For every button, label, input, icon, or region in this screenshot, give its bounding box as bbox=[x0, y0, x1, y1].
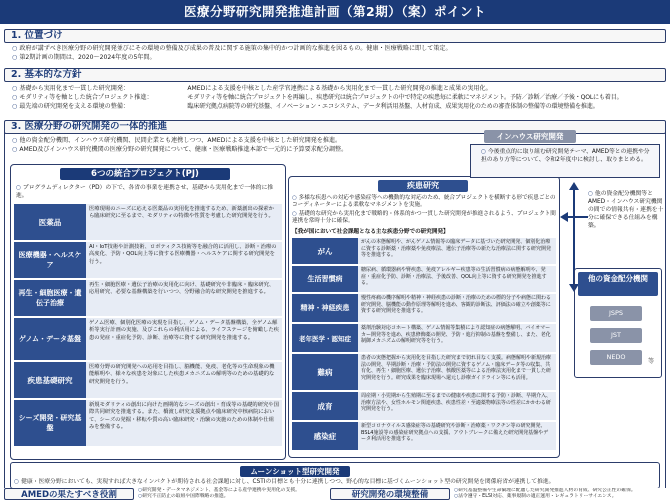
disease-line-1: ○ 多様な疾患への対応や感染症等への機動的な対応のため、統合プロジェクトを横断する形で疾患ごとのコーディネーターによる柔軟なマネジメントを実施。 bbox=[292, 195, 556, 209]
footer-env-item: ○法令遵守・ELSI対応、薬事規制の適正運用・レギュラトリーサイエンス。 bbox=[454, 494, 617, 499]
footer-env-items bbox=[454, 488, 668, 500]
disease-name-cancer: がん bbox=[292, 238, 358, 264]
pj-item bbox=[14, 280, 282, 316]
disease-line-2: ○ 基礎的な研究から実用化まで戦略的・体系的かつ一貫した研究開発が推進されるよう、プロジェクト間連携を常時十分に確保。 bbox=[292, 211, 556, 225]
disease-subheading: 【我が国において社会課題となる主な疾患分野での研究開発】 bbox=[292, 229, 449, 235]
moonshot-text: ○ 健康・医療分野においても、実現すれば大きなインパクトが期待される社会課題に対し、CSTIの目標とも十分に連携しつつ、野心的な目標に基づくムーンショット型の研究開発を関係府省が連携して推進。 bbox=[14, 479, 555, 485]
pj-heading: 6つの統合プロジェクト(PJ) bbox=[60, 168, 230, 180]
footer-env-title: 研究開発の環境整備 bbox=[330, 488, 450, 500]
pj-item bbox=[14, 362, 282, 398]
footer-amed-item: ○研究不正防止の取組や国際戦略の推進。 bbox=[138, 494, 229, 499]
pj-intro: ○ プログラムディレクター（PD）の下で、各省の事業を連携させ、基礎から実用化まで一体的に推進。 bbox=[16, 185, 274, 199]
disease-desc: 慢性疼痛の機序解明や精神・神経疾患の診断・治療のための標的分子や病態に関わる研究開発、脳機能の動作原理等解明を進め、客観的診断法、評価法の確立や創薬等に資する研究開発を推進する。 bbox=[358, 294, 556, 322]
pj-desc: 医療現場のニーズに応える医薬品の実用化を推進するため、新薬創出の探索から臨床研究に至るまで、モダリティの特徴や性質を考慮した研究開発を行う。 bbox=[86, 204, 282, 240]
moonshot-heading: ムーンショット型研究開発 bbox=[240, 466, 350, 477]
pj-name-genome: ゲノム・データ基盤 bbox=[14, 318, 86, 360]
footer-amed-items bbox=[138, 488, 328, 500]
sec3-line-1: ○ 他の資金配分機関、インハウス研究機関、民間企業とも連携しつつ、AMEDによる支援を中核とした研究開発を推進。 bbox=[12, 137, 342, 144]
disease-item bbox=[292, 324, 556, 352]
pj-desc: AI・IoT技術や計測技術、ロボティクス技術等を融合的に活用し、診断・治療の高度化、予防・QOL向上等に資する医療機器・ヘルスケアに関する研究開発を行う。 bbox=[86, 242, 282, 278]
disease-desc: がんの本態解明や、がんゲノム情報等の臨床データに基づいた研究開発、個別化治療に資する診断薬・治療薬や免疫療法、遺伝子治療等の新たな治療法に関する研究開発等を推進する。 bbox=[358, 238, 556, 264]
disease-name-growth: 成育 bbox=[292, 392, 358, 420]
section-3-heading: 3. 医療分野の研究開発の一体的推進 bbox=[4, 120, 666, 134]
pj-name-pharma: 医薬品 bbox=[14, 204, 86, 240]
sec2-item-1: ○ 基礎から実用化まで一貫した研究開発： AMEDによる支援を中核とした産学官連携による基礎から実用化まで一貫した研究開発の推進と成果の実用化。 bbox=[12, 85, 492, 92]
sec1-line-1: ○ 政府が講ずべき医療分野の研究開発並びにその環境の整備及び成果の普及に関する施策の集中的かつ計画的な推進を図るもの。健康・医療戦略に即して策定。 bbox=[12, 45, 452, 52]
footer-amed-item: ○研究開発・データマネジメント、基金等による産学連携や実用化の支援。 bbox=[138, 488, 300, 493]
inhouse-box: ○ 今後重点的に取り組む研究開発テーマ、AMED等との連携や分担のあり方等について、令和2年度中に検討し、取りまとめる。 bbox=[470, 144, 660, 178]
section-2-heading: 2. 基本的な方針 bbox=[4, 68, 666, 82]
pj-item bbox=[14, 400, 282, 446]
disease-heading: 疾患研究 bbox=[378, 180, 468, 192]
disease-list bbox=[292, 238, 556, 450]
pj-desc: ゲノム医療、個別化医療の実現を目指し、ゲノム・データ基盤構築、全ゲノム解析等実行計画の実施、及びこれらの利活用による、ライフステージを俯瞰した疾患の発症・重症化予防、診断、治療等に資する研究開発を推進する。 bbox=[86, 318, 282, 360]
agency-etc: 等 bbox=[648, 358, 655, 365]
disease-item bbox=[292, 266, 556, 292]
disease-desc: 新型コロナウイルス感染症等の基礎研究や診断・治療薬・ワクチン等の研究開発、BSL4施設等の感染症研究拠点への支援、アウトブレークに備えた研究開発基盤やデータ利活用を推進する。 bbox=[358, 422, 556, 450]
footer-env-item: ○研究基盤整備や生命倫理に配慮した研究開発推進人材の育成、研究公正性の確保。 bbox=[454, 488, 636, 493]
sec2-item-2: ○ モダリティ等を軸とした統合プロジェクト推進： モダリティ等を軸に統合プロジェクトを再編し、疾患研究は統合プロジェクトの中で特定の疾患毎に柔軟にマネジメント。予防／診断／治療／予後・QOLにも着目。 bbox=[12, 94, 623, 101]
section-1-heading: 1. 位置づけ bbox=[4, 29, 666, 43]
disease-item bbox=[292, 238, 556, 264]
disease-desc: 周産期・小児期から生殖期に至るまでの健康や疾患に関する予防・診断、早期介入、治療方法や、女性ホルモン関連疾患、疾患性差・至適薬物療法等の性差にかかわる研究開発を行う。 bbox=[358, 392, 556, 420]
pj-item bbox=[14, 318, 282, 360]
pj-name-device: 医療機器・ヘルスケア bbox=[14, 242, 86, 278]
disease-item bbox=[292, 422, 556, 450]
disease-item bbox=[292, 354, 556, 390]
disease-item bbox=[292, 392, 556, 420]
pj-item bbox=[14, 242, 282, 278]
other-agency-note: ○ 他の資金配分機関等とAMED・インハウス研究機関の間での情報共有・連携を十分に確保できる仕組みを構築。 bbox=[588, 191, 664, 229]
inhouse-heading: インハウス研究開発 bbox=[484, 130, 576, 143]
pj-name-basic: 疾患基礎研究 bbox=[14, 362, 86, 398]
agency-nedo: NEDO bbox=[590, 350, 642, 365]
pj-item bbox=[14, 204, 282, 240]
pj-desc: 新規モダリティの創出に向けた画期的なシーズの創出・育成等の基礎的研究や国際共同研究を推進する。また、橋渡し研究支援拠点や臨床研究中核病院において、シーズの発掘・移転や質の高い臨床研究・治験の実施のための体制や仕組みを整備する。 bbox=[86, 400, 282, 446]
disease-name-dementia: 老年医学・認知症 bbox=[292, 324, 358, 352]
sec3-line-2: ○ AMED及びインハウス研究機関の医療分野の研究開発について、健康・医療戦略推進本部で一元的に予算要求配分調整。 bbox=[12, 146, 348, 153]
disease-desc: 糖尿病、循環器病や腎疾患、免疫アレルギー疾患等の生活習慣病の病態解明や、発症・重症化予防、診断・治療法、予後改善、QOL向上等に資する研究開発を推進する。 bbox=[358, 266, 556, 292]
other-agency-heading: 他の資金配分機関 bbox=[578, 272, 658, 296]
page-title: 医療分野研究開発推進計画（第2期）（案）ポイント bbox=[0, 0, 670, 24]
disease-name-lifestyle: 生活習慣病 bbox=[292, 266, 358, 292]
disease-name-intractable: 難病 bbox=[292, 354, 358, 390]
disease-name-infection: 感染症 bbox=[292, 422, 358, 450]
disease-name-neuro: 精神・神経疾患 bbox=[292, 294, 358, 322]
disease-item bbox=[292, 294, 556, 322]
pj-name-regen: 再生・細胞医療・遺伝子治療 bbox=[14, 280, 86, 316]
agency-jsps: JSPS bbox=[590, 306, 642, 321]
sec1-line-2: ○ 第2期計画の期間は、2020～2024年度の5年間。 bbox=[12, 54, 156, 61]
disease-desc: 患者の実態把握から実用化を目指した研究まで切れ目なく支援。病態解明や新規治療法の開発、早期診断・治療・予防法の開発に資するゲノム・臨床データ等の収集、共有化、再生・細胞医療、遺伝子治療、核酸医薬等による治療法実用化まで一貫した研究開発を行う。研究成果を臨床現場へ還元し診療ガイドライン等にも活用。 bbox=[358, 354, 556, 390]
pj-desc: 医療分野の研究開発への応用を目指し、脳機能、免疫、老化等の生命現象の機能解明や、様々な疾患を対象にした疾患メカニズムの解明等のための基礎的な研究開発を行う。 bbox=[86, 362, 282, 398]
footer-amed-title: AMEDの果たすべき役割 bbox=[4, 488, 134, 500]
pj-name-seeds: シーズ開発・研究基盤 bbox=[14, 400, 86, 446]
sec2-item-3: ○ 最先端の研究開発を支える環境の整備： 臨床研究拠点病院等の研究基盤、イノベーション・エコシステム、データ利活用基盤、人材育成、成果実用化のための審査体制の整備等の環境整備を推進。 bbox=[12, 103, 599, 110]
agency-jst: JST bbox=[590, 328, 642, 343]
disease-desc: 薬剤治験対応コホート構築、ゲノム情報等集積により認知症の病態解明、バイオマーカー開発等を進め、疾患修飾薬の開発、予防・進行抑制の基盤を整備し、また、老化制御メカニズムの解明研究等を行う。 bbox=[358, 324, 556, 352]
pj-list bbox=[14, 204, 282, 446]
pj-desc: 再生・細胞医療・遺伝子治療の実用化に向け、基礎研究や非臨床・臨床研究、応用研究、必要な基盤構築を行いつつ、分野融合的な研究開発を推進する。 bbox=[86, 280, 282, 316]
left-arrow-icon bbox=[560, 210, 588, 224]
